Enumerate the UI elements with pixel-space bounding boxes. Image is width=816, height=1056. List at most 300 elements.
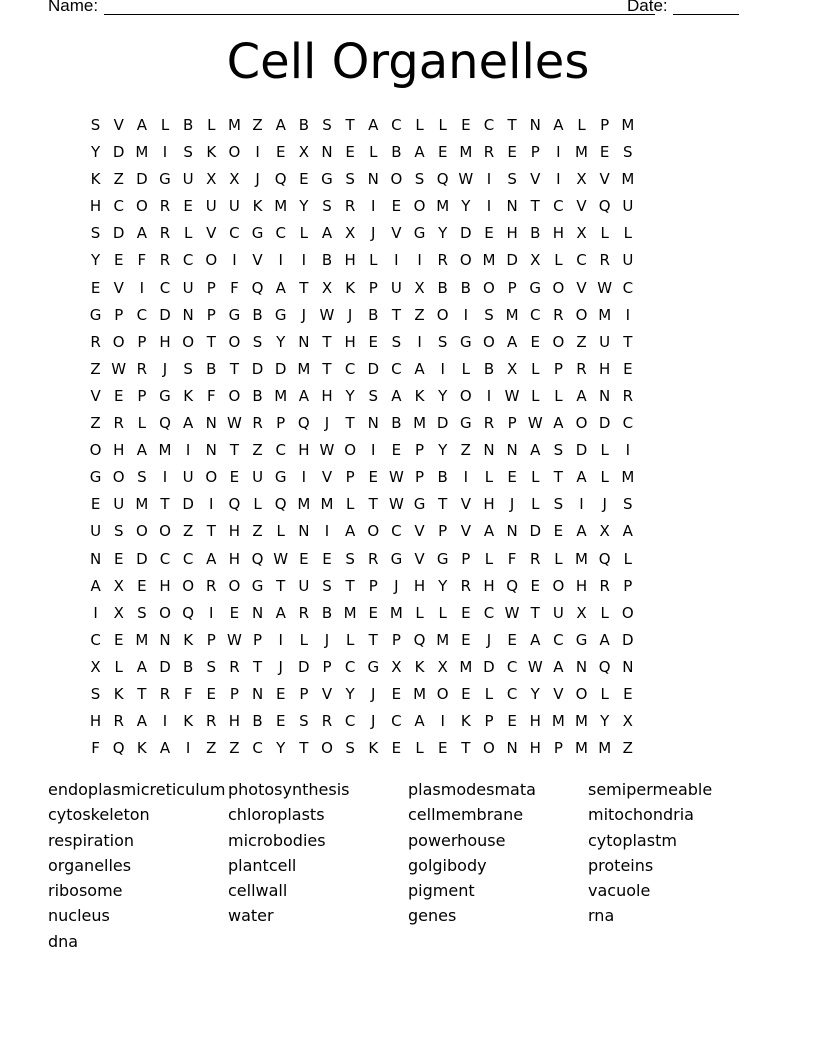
grid-letter[interactable]: S — [623, 495, 633, 514]
grid-letter[interactable]: E — [368, 468, 378, 487]
grid-letter[interactable]: M — [598, 305, 612, 324]
grid-letter[interactable]: S — [183, 359, 193, 378]
grid-letter[interactable]: L — [600, 684, 609, 703]
grid-letter[interactable]: P — [600, 116, 610, 134]
grid-letter[interactable]: V — [576, 197, 587, 216]
grid-letter[interactable]: G — [159, 170, 171, 189]
grid-letter[interactable]: G — [251, 224, 264, 243]
grid-letter[interactable]: E — [461, 630, 471, 649]
grid-letter[interactable]: I — [255, 143, 260, 162]
grid-letter[interactable]: I — [417, 251, 422, 270]
grid-letter[interactable]: E — [90, 495, 101, 514]
grid-letter[interactable]: R — [599, 576, 610, 595]
grid-letter[interactable]: I — [486, 197, 492, 216]
grid-letter[interactable]: A — [90, 576, 101, 595]
grid-letter[interactable]: T — [530, 197, 540, 216]
grid-letter[interactable]: G — [274, 305, 287, 324]
grid-letter[interactable]: S — [437, 332, 448, 351]
grid-letter[interactable]: U — [298, 576, 310, 595]
grid-letter[interactable]: E — [391, 197, 402, 216]
grid-letter[interactable]: C — [553, 197, 564, 216]
grid-letter[interactable]: P — [623, 576, 633, 595]
grid-letter[interactable]: Q — [413, 630, 426, 649]
grid-letter[interactable]: L — [554, 251, 563, 270]
grid-letter[interactable]: M — [575, 712, 588, 731]
grid-letter[interactable]: E — [507, 712, 517, 731]
grid-letter[interactable]: E — [437, 739, 448, 758]
grid-letter[interactable]: E — [391, 441, 402, 460]
grid-letter[interactable]: E — [113, 251, 124, 270]
grid-letter[interactable]: I — [417, 332, 422, 351]
grid-letter[interactable]: L — [253, 495, 262, 514]
grid-letter[interactable]: T — [368, 495, 378, 514]
grid-letter[interactable]: S — [90, 224, 101, 243]
grid-letter[interactable]: N — [506, 441, 518, 460]
grid-letter[interactable]: B — [321, 603, 333, 622]
grid-letter[interactable]: G — [228, 305, 241, 324]
grid-letter[interactable]: E — [299, 170, 309, 189]
grid-letter[interactable]: P — [229, 684, 239, 703]
grid-letter[interactable]: V — [321, 684, 333, 703]
grid-letter[interactable]: N — [89, 549, 102, 568]
grid-letter[interactable]: C — [113, 197, 124, 216]
grid-letter[interactable]: E — [599, 143, 610, 162]
grid-letter[interactable]: H — [552, 224, 565, 243]
grid-letter[interactable]: J — [347, 305, 353, 324]
grid-letter[interactable]: L — [554, 386, 563, 405]
grid-letter[interactable]: Z — [252, 116, 263, 134]
grid-letter[interactable]: N — [506, 522, 518, 541]
grid-letter[interactable]: A — [298, 386, 309, 405]
grid-letter[interactable]: S — [252, 332, 263, 351]
grid-letter[interactable]: N — [251, 603, 264, 622]
grid-letter[interactable]: I — [371, 197, 376, 216]
grid-letter[interactable]: I — [556, 143, 561, 162]
grid-letter[interactable]: N — [251, 684, 264, 703]
grid-letter[interactable]: Z — [229, 739, 240, 758]
grid-letter[interactable]: Q — [274, 170, 287, 189]
grid-letter[interactable]: P — [206, 305, 216, 324]
grid-letter[interactable]: O — [205, 251, 218, 270]
grid-letter[interactable]: T — [345, 116, 355, 134]
grid-letter[interactable]: P — [530, 143, 540, 162]
grid-letter[interactable]: A — [530, 630, 541, 649]
grid-letter[interactable]: U — [182, 468, 194, 487]
grid-letter[interactable]: N — [367, 414, 379, 433]
grid-letter[interactable]: Y — [438, 386, 448, 405]
grid-letter[interactable]: F — [230, 278, 239, 297]
grid-letter[interactable]: L — [577, 116, 586, 134]
grid-letter[interactable]: P — [391, 630, 401, 649]
grid-letter[interactable]: O — [367, 522, 380, 541]
grid-letter[interactable]: H — [298, 441, 310, 460]
grid-letter[interactable]: V — [113, 278, 124, 297]
grid-letter[interactable]: H — [529, 712, 541, 731]
grid-letter[interactable]: L — [554, 549, 563, 568]
grid-letter[interactable]: W — [527, 414, 543, 433]
grid-letter[interactable]: P — [553, 739, 563, 758]
grid-letter[interactable]: P — [507, 414, 517, 433]
grid-letter[interactable]: P — [206, 630, 216, 649]
grid-letter[interactable]: D — [136, 170, 148, 189]
grid-letter[interactable]: A — [483, 522, 495, 541]
grid-letter[interactable]: T — [391, 305, 401, 324]
grid-letter[interactable]: Z — [414, 305, 425, 324]
grid-letter[interactable]: A — [576, 522, 587, 541]
grid-letter[interactable]: M — [135, 630, 149, 649]
grid-letter[interactable]: T — [229, 441, 239, 460]
grid-letter[interactable]: C — [391, 359, 402, 378]
grid-letter[interactable]: K — [183, 386, 194, 405]
grid-letter[interactable]: X — [414, 278, 425, 297]
grid-letter[interactable]: O — [228, 332, 241, 351]
grid-letter[interactable]: E — [623, 359, 633, 378]
grid-letter[interactable]: K — [252, 197, 263, 216]
grid-letter[interactable]: S — [206, 657, 217, 676]
grid-letter[interactable]: S — [553, 495, 564, 514]
grid-letter[interactable]: G — [89, 468, 102, 487]
grid-letter[interactable]: H — [159, 332, 171, 351]
grid-letter[interactable]: F — [206, 386, 216, 405]
grid-letter[interactable]: O — [159, 603, 171, 622]
grid-letter[interactable]: L — [600, 224, 609, 243]
grid-letter[interactable]: C — [506, 684, 518, 703]
grid-letter[interactable]: L — [438, 116, 447, 134]
grid-letter[interactable]: G — [575, 630, 588, 649]
grid-letter[interactable]: P — [415, 441, 425, 460]
grid-letter[interactable]: Y — [600, 712, 610, 731]
grid-letter[interactable]: G — [436, 549, 449, 568]
grid-letter[interactable]: B — [437, 468, 448, 487]
grid-letter[interactable]: L — [369, 143, 378, 162]
grid-letter[interactable]: R — [321, 712, 333, 731]
grid-letter[interactable]: W — [504, 386, 520, 405]
grid-letter[interactable]: E — [461, 603, 471, 622]
grid-letter[interactable]: I — [301, 251, 307, 270]
grid-letter[interactable]: K — [90, 170, 101, 189]
grid-letter[interactable]: X — [530, 251, 541, 270]
grid-letter[interactable]: W — [527, 657, 543, 676]
grid-letter[interactable]: U — [390, 278, 402, 297]
grid-letter[interactable]: C — [344, 359, 356, 378]
grid-letter[interactable]: X — [391, 657, 402, 676]
grid-letter[interactable]: P — [299, 684, 309, 703]
grid-letter[interactable]: M — [459, 657, 473, 676]
grid-letter[interactable]: U — [182, 170, 194, 189]
grid-letter[interactable]: A — [553, 116, 564, 134]
grid-letter[interactable]: S — [368, 386, 379, 405]
grid-letter[interactable]: L — [299, 630, 309, 649]
grid-letter[interactable]: M — [482, 251, 496, 270]
grid-letter[interactable]: L — [531, 468, 540, 487]
grid-letter[interactable]: T — [322, 332, 332, 351]
grid-letter[interactable]: I — [486, 386, 492, 405]
grid-letter[interactable]: H — [529, 739, 541, 758]
grid-letter[interactable]: L — [484, 468, 494, 487]
grid-letter[interactable]: B — [252, 305, 263, 324]
grid-letter[interactable]: O — [483, 332, 495, 351]
grid-letter[interactable]: T — [345, 576, 355, 595]
grid-letter[interactable]: R — [483, 414, 495, 433]
grid-letter[interactable]: J — [371, 684, 376, 703]
grid-letter[interactable]: Z — [622, 739, 633, 758]
grid-letter[interactable]: A — [506, 332, 518, 351]
grid-letter[interactable]: I — [463, 468, 469, 487]
grid-letter[interactable]: A — [136, 657, 147, 676]
grid-letter[interactable]: A — [136, 116, 147, 134]
grid-letter[interactable]: K — [345, 278, 356, 297]
grid-letter[interactable]: U — [552, 603, 564, 622]
grid-letter[interactable]: O — [390, 170, 403, 189]
grid-letter[interactable]: S — [507, 170, 517, 189]
grid-letter[interactable]: O — [575, 414, 588, 433]
grid-letter[interactable]: S — [90, 116, 101, 134]
grid-letter[interactable]: N — [622, 657, 634, 676]
grid-letter[interactable]: H — [344, 332, 356, 351]
grid-letter[interactable]: G — [460, 414, 472, 433]
grid-letter[interactable]: M — [389, 603, 403, 622]
grid-letter[interactable]: U — [622, 197, 634, 216]
grid-letter[interactable]: X — [113, 576, 124, 595]
grid-letter[interactable]: H — [483, 495, 495, 514]
grid-letter[interactable]: U — [599, 332, 611, 351]
grid-letter[interactable]: L — [415, 603, 424, 622]
grid-letter[interactable]: K — [460, 712, 471, 731]
grid-letter[interactable]: M — [158, 441, 172, 460]
grid-letter[interactable]: Q — [297, 414, 310, 433]
grid-letter[interactable]: K — [183, 712, 194, 731]
grid-letter[interactable]: E — [507, 143, 517, 162]
grid-letter[interactable]: L — [207, 116, 216, 134]
grid-letter[interactable]: I — [440, 712, 445, 731]
grid-letter[interactable]: X — [599, 522, 610, 541]
grid-letter[interactable]: J — [371, 224, 376, 243]
grid-letter[interactable]: R — [229, 657, 240, 676]
grid-letter[interactable]: E — [345, 143, 355, 162]
grid-letter[interactable]: T — [299, 278, 309, 297]
grid-letter[interactable]: V — [530, 170, 541, 189]
grid-letter[interactable]: O — [436, 305, 449, 324]
grid-letter[interactable]: S — [484, 305, 494, 324]
grid-letter[interactable]: V — [321, 468, 333, 487]
grid-letter[interactable]: P — [345, 468, 355, 487]
grid-letter[interactable]: O — [182, 576, 195, 595]
grid-letter[interactable]: X — [321, 278, 333, 297]
grid-letter[interactable]: E — [553, 522, 564, 541]
grid-letter[interactable]: A — [136, 441, 147, 460]
grid-letter[interactable]: E — [530, 576, 540, 595]
grid-letter[interactable]: W — [273, 549, 289, 568]
grid-letter[interactable]: K — [113, 684, 124, 703]
grid-letter[interactable]: Y — [299, 197, 309, 216]
grid-letter[interactable]: C — [530, 305, 541, 324]
grid-letter[interactable]: H — [228, 712, 241, 731]
grid-letter[interactable]: B — [252, 712, 263, 731]
grid-letter[interactable]: C — [483, 116, 495, 134]
grid-letter[interactable]: H — [321, 386, 333, 405]
grid-letter[interactable]: H — [483, 576, 495, 595]
grid-letter[interactable]: P — [137, 332, 147, 351]
grid-letter[interactable]: L — [345, 630, 355, 649]
grid-letter[interactable]: L — [623, 224, 632, 243]
grid-letter[interactable]: E — [507, 630, 517, 649]
grid-letter[interactable]: N — [298, 332, 310, 351]
grid-letter[interactable]: Z — [576, 332, 587, 351]
grid-letter[interactable]: B — [530, 224, 541, 243]
grid-letter[interactable]: W — [111, 359, 127, 378]
grid-letter[interactable]: E — [183, 197, 193, 216]
grid-letter[interactable]: B — [368, 305, 379, 324]
grid-letter[interactable]: E — [275, 712, 286, 731]
grid-letter[interactable]: X — [506, 359, 518, 378]
grid-letter[interactable]: G — [367, 657, 380, 676]
grid-letter[interactable]: L — [484, 684, 494, 703]
grid-letter[interactable]: T — [206, 522, 216, 541]
grid-letter[interactable]: U — [205, 197, 217, 216]
grid-letter[interactable]: S — [623, 143, 633, 162]
grid-letter[interactable]: O — [321, 739, 333, 758]
grid-letter[interactable]: I — [185, 739, 191, 758]
grid-letter[interactable]: A — [183, 414, 194, 433]
grid-letter[interactable]: G — [89, 305, 102, 324]
grid-letter[interactable]: N — [205, 441, 217, 460]
grid-letter[interactable]: L — [623, 549, 632, 568]
grid-letter[interactable]: Y — [438, 224, 448, 243]
grid-letter[interactable]: O — [459, 251, 472, 270]
grid-letter[interactable]: E — [530, 332, 540, 351]
grid-letter[interactable]: T — [438, 495, 448, 514]
grid-letter[interactable]: L — [137, 414, 147, 433]
grid-letter[interactable]: K — [183, 630, 194, 649]
grid-letter[interactable]: N — [529, 116, 541, 134]
grid-letter[interactable]: B — [391, 414, 402, 433]
grid-letter[interactable]: I — [440, 359, 445, 378]
grid-letter[interactable]: I — [93, 603, 98, 622]
grid-letter[interactable]: I — [278, 251, 283, 270]
grid-letter[interactable]: G — [274, 468, 287, 487]
grid-letter[interactable]: T — [368, 630, 378, 649]
grid-letter[interactable]: O — [483, 739, 495, 758]
grid-letter[interactable]: A — [391, 386, 402, 405]
grid-letter[interactable]: D — [575, 441, 588, 460]
grid-letter[interactable]: C — [506, 657, 518, 676]
grid-letter[interactable]: C — [391, 712, 402, 731]
grid-letter[interactable]: X — [576, 224, 587, 243]
grid-letter[interactable]: L — [531, 386, 540, 405]
grid-letter[interactable]: Z — [252, 522, 263, 541]
grid-letter[interactable]: J — [324, 630, 330, 649]
grid-letter[interactable]: K — [414, 386, 425, 405]
grid-letter[interactable]: M — [621, 468, 635, 487]
grid-letter[interactable]: T — [229, 359, 239, 378]
grid-letter[interactable]: O — [575, 684, 588, 703]
grid-letter[interactable]: L — [484, 549, 494, 568]
grid-letter[interactable]: H — [599, 359, 611, 378]
grid-letter[interactable]: A — [414, 712, 425, 731]
grid-letter[interactable]: A — [275, 116, 286, 134]
grid-letter[interactable]: A — [344, 522, 356, 541]
grid-letter[interactable]: R — [159, 197, 171, 216]
grid-letter[interactable]: R — [206, 576, 217, 595]
grid-letter[interactable]: Q — [436, 170, 449, 189]
grid-letter[interactable]: T — [553, 468, 563, 487]
grid-letter[interactable]: J — [162, 359, 168, 378]
grid-letter[interactable]: D — [483, 657, 495, 676]
grid-letter[interactable]: L — [438, 603, 447, 622]
grid-letter[interactable]: O — [552, 576, 565, 595]
grid-letter[interactable]: X — [113, 603, 124, 622]
grid-letter[interactable]: R — [530, 549, 541, 568]
grid-letter[interactable]: H — [228, 549, 241, 568]
grid-letter[interactable]: H — [113, 441, 125, 460]
grid-letter[interactable]: G — [413, 224, 426, 243]
grid-letter[interactable]: V — [576, 278, 587, 297]
grid-letter[interactable]: J — [255, 170, 260, 189]
grid-letter[interactable]: Q — [228, 495, 241, 514]
grid-letter[interactable]: Q — [251, 278, 264, 297]
grid-letter[interactable]: M — [343, 603, 357, 622]
grid-letter[interactable]: M — [227, 116, 241, 134]
grid-letter[interactable]: A — [553, 657, 564, 676]
grid-letter[interactable]: R — [159, 684, 171, 703]
grid-letter[interactable]: D — [112, 143, 125, 162]
grid-letter[interactable]: N — [159, 630, 171, 649]
grid-letter[interactable]: X — [576, 170, 587, 189]
grid-letter[interactable]: B — [182, 116, 194, 134]
grid-letter[interactable]: T — [530, 603, 540, 622]
grid-letter[interactable]: I — [625, 305, 631, 324]
grid-letter[interactable]: O — [228, 576, 241, 595]
grid-letter[interactable]: C — [136, 305, 148, 324]
grid-letter[interactable]: A — [530, 441, 541, 460]
grid-letter[interactable]: Y — [90, 251, 101, 270]
grid-letter[interactable]: V — [460, 522, 471, 541]
grid-letter[interactable]: M — [274, 197, 288, 216]
grid-letter[interactable]: C — [182, 549, 194, 568]
grid-letter[interactable]: B — [252, 386, 263, 405]
grid-letter[interactable]: V — [90, 386, 101, 405]
grid-letter[interactable]: E — [275, 143, 286, 162]
grid-letter[interactable]: C — [344, 657, 356, 676]
grid-letter[interactable]: E — [299, 549, 309, 568]
grid-letter[interactable]: H — [575, 576, 588, 595]
grid-letter[interactable]: H — [89, 197, 102, 216]
grid-letter[interactable]: D — [367, 359, 380, 378]
grid-letter[interactable]: S — [345, 549, 355, 568]
grid-letter[interactable]: C — [622, 278, 634, 297]
grid-letter[interactable]: K — [414, 657, 425, 676]
grid-letter[interactable]: B — [391, 143, 402, 162]
grid-letter[interactable]: N — [182, 305, 194, 324]
grid-letter[interactable]: W — [388, 468, 404, 487]
grid-letter[interactable]: A — [275, 603, 286, 622]
grid-letter[interactable]: O — [436, 684, 449, 703]
grid-letter[interactable]: D — [112, 224, 125, 243]
grid-letter[interactable]: M — [459, 143, 473, 162]
grid-letter[interactable]: X — [344, 224, 356, 243]
grid-letter[interactable]: E — [322, 549, 332, 568]
grid-letter[interactable]: L — [531, 495, 540, 514]
grid-letter[interactable]: L — [369, 251, 378, 270]
grid-letter[interactable]: H — [506, 224, 518, 243]
grid-letter[interactable]: Q — [506, 576, 518, 595]
grid-letter[interactable]: I — [162, 712, 168, 731]
grid-letter[interactable]: E — [507, 468, 517, 487]
grid-letter[interactable]: T — [137, 684, 147, 703]
grid-letter[interactable]: T — [276, 576, 286, 595]
grid-letter[interactable]: E — [90, 278, 101, 297]
grid-letter[interactable]: I — [579, 495, 584, 514]
